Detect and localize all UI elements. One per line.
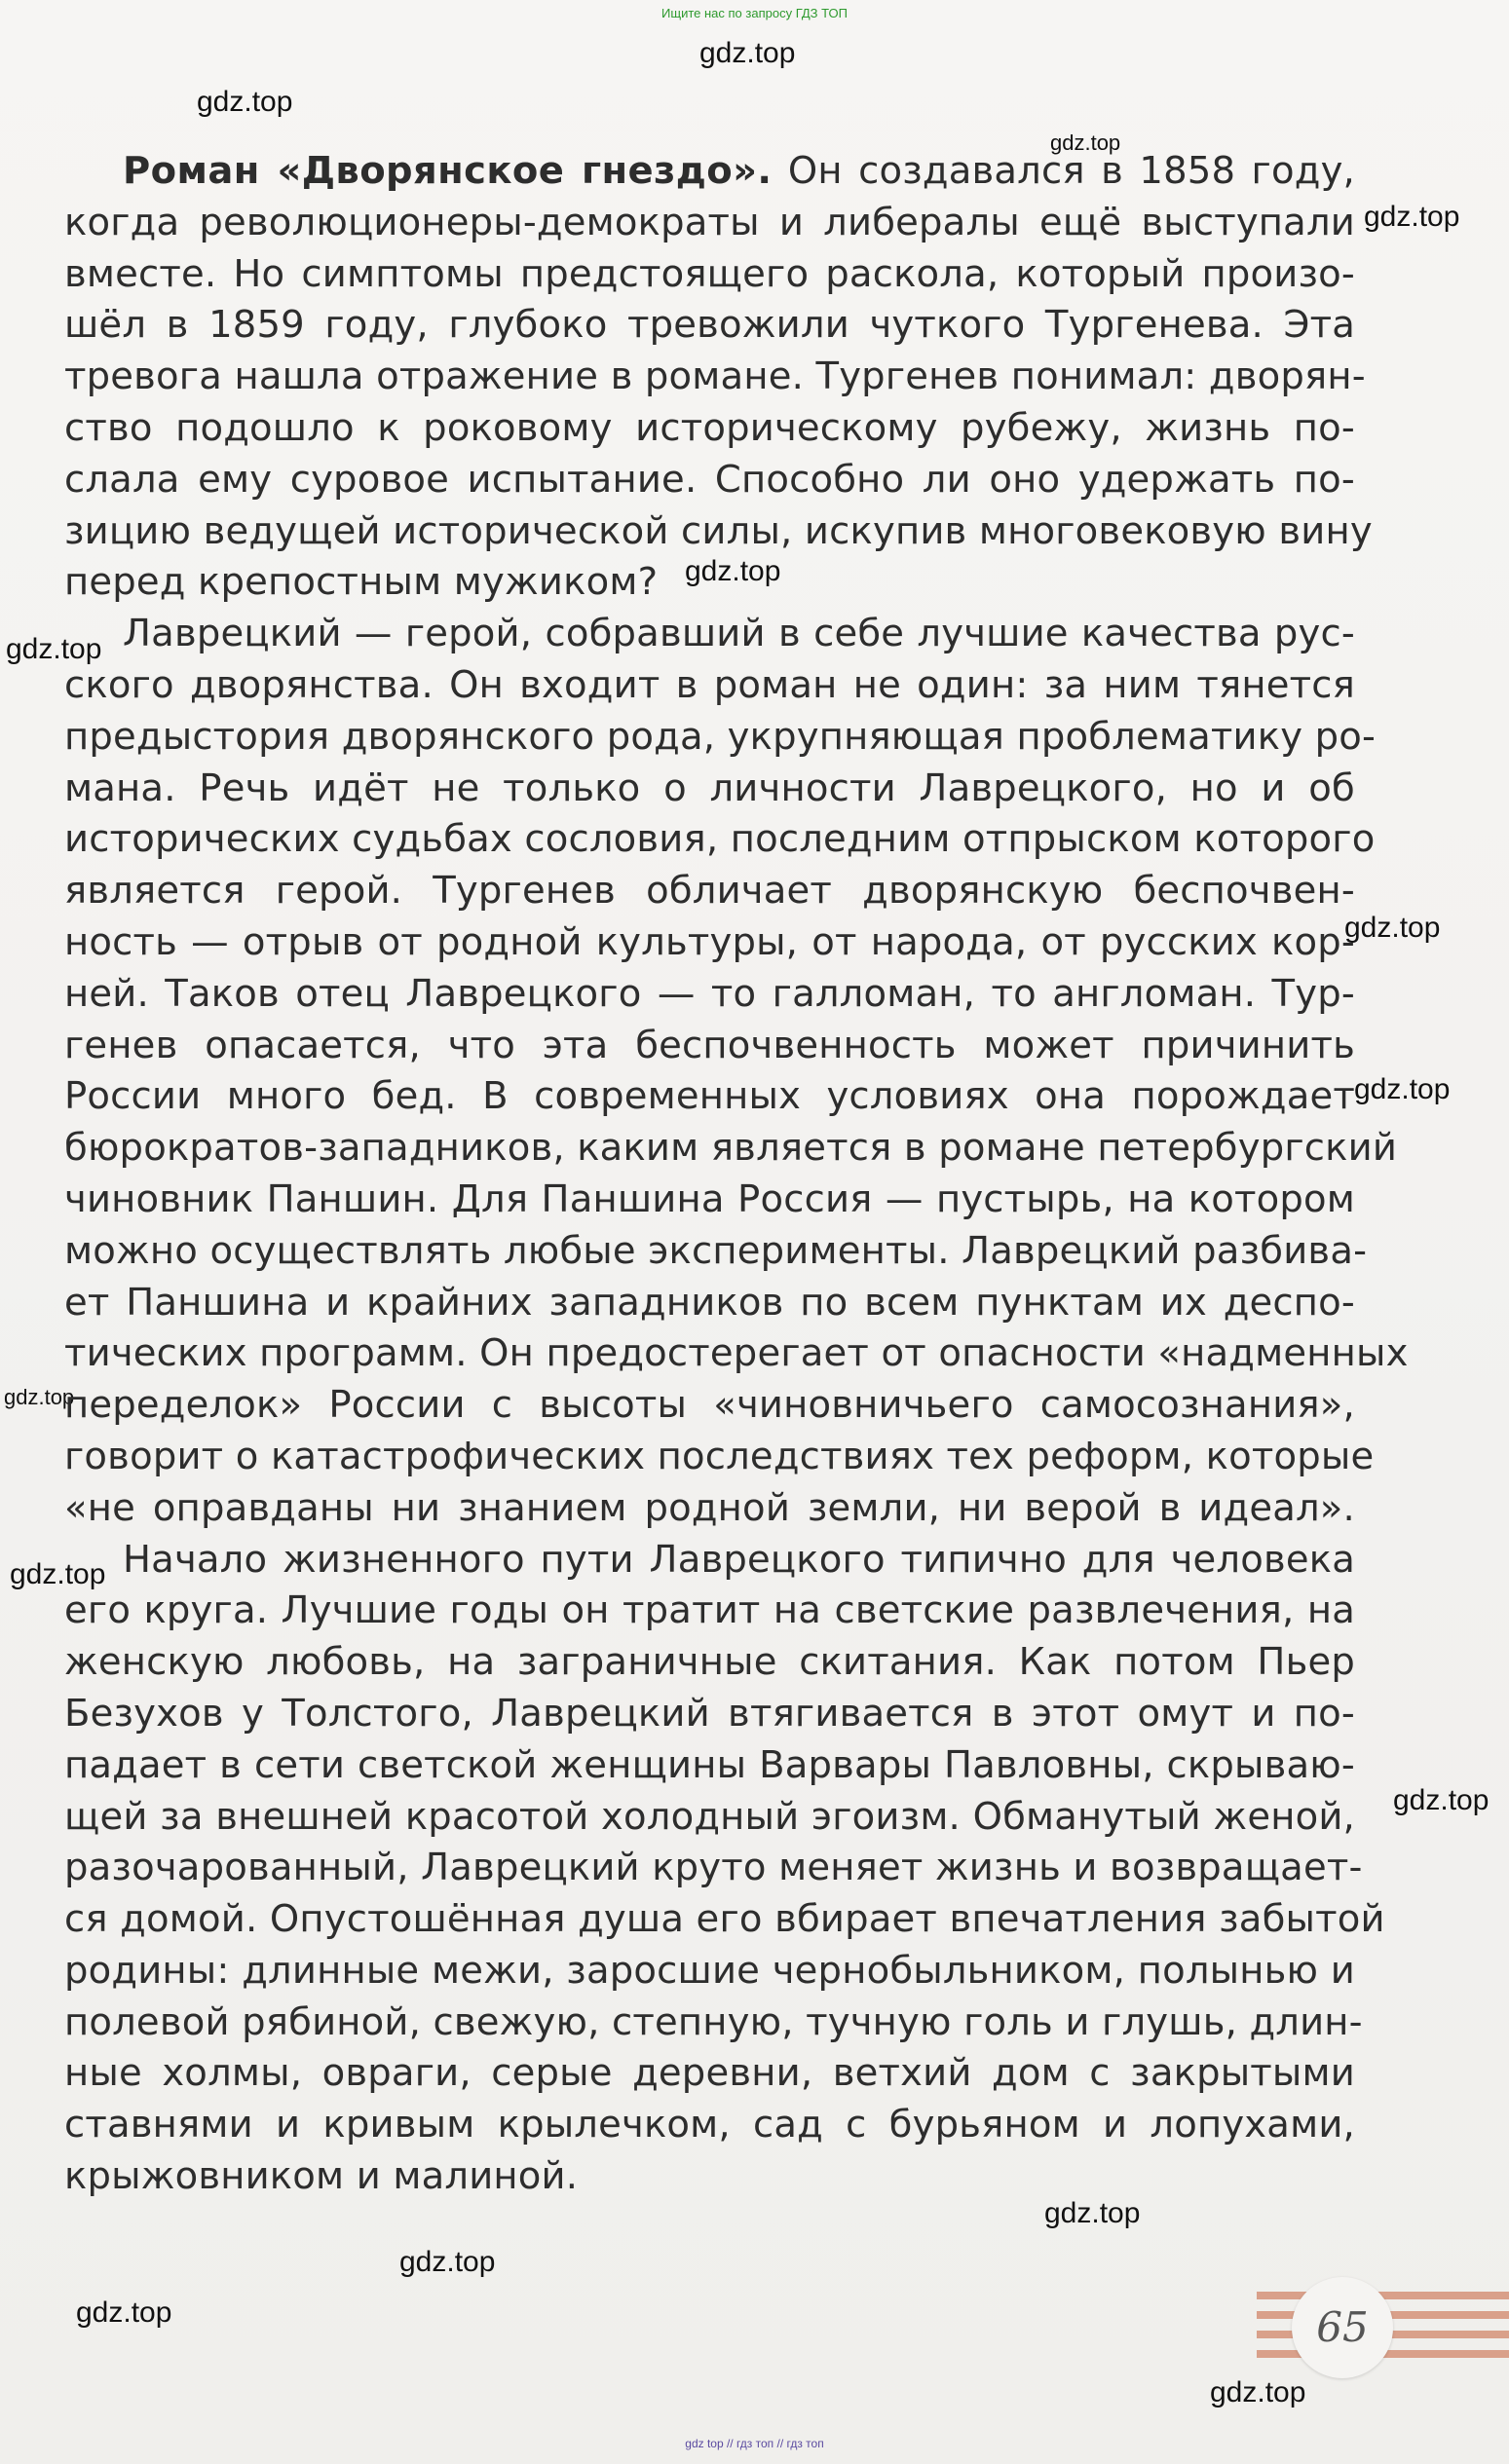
watermark: gdz.top (76, 2296, 172, 2329)
watermark: gdz.top (1364, 201, 1460, 233)
text-line: падает в сети светской женщины Варвары Павловны, скрываю- (64, 1742, 1355, 1787)
text-line: ней. Таков отец Лаврецкого — то галломан, то англоман. Тур- (64, 971, 1355, 1016)
text-line: ся домой. Опустошённая душа его вбирает впечатления забытой (64, 1897, 1385, 1942)
watermark: gdz.top (1354, 1073, 1451, 1105)
text-line: полевой рябиной, свежую, степную, тучную голь и глушь, длин- (64, 1999, 1363, 2044)
watermark: gdz.top (685, 555, 781, 587)
text-line: крыжовником и малиной. (64, 2154, 579, 2199)
watermark: gdz.top (1050, 131, 1121, 155)
watermark: gdz.top (1210, 2376, 1306, 2408)
text-line: переделок» России с высоты «чиновничьего самосознания», (64, 1383, 1355, 1428)
text-line: Роман «Дворянское гнездо». Он создавался в 1858 году, (123, 149, 1355, 193)
text-line: исторических судьбах сословия, последним отпрыском которого (64, 817, 1376, 862)
watermark: gdz.top (699, 37, 796, 69)
text-line: шёл в 1859 году, глубоко тревожили чуткого Тургенева. Эта (64, 303, 1355, 348)
bottom-banner: gdz top // гдз топ // гдз топ (685, 2437, 824, 2450)
watermark: gdz.top (10, 1558, 106, 1590)
text-line: ство подошло к роковому историческому рубежу, жизнь по- (64, 405, 1355, 450)
text-line: вместе. Но симптомы предстоящего раскола, который произо- (64, 251, 1355, 296)
watermark: gdz.top (1344, 912, 1441, 944)
text-line: чиновник Паншин. Для Паншина Россия — пустырь, на котором (64, 1176, 1355, 1221)
text-line: Лаврецкий — герой, собравший в себе лучшие качества рус- (123, 612, 1355, 656)
text-line: Безухов у Толстого, Лаврецкий втягивается в этот омут и по- (64, 1691, 1355, 1736)
watermark: gdz.top (197, 86, 293, 118)
top-banner: Ищите нас по запросу ГДЗ ТОП (661, 6, 848, 20)
text-line: предыстория дворянского рода, укрупняющая проблематику ро- (64, 714, 1377, 759)
text-line: бюрократов-западников, каким является в романе петербургский (64, 1126, 1398, 1171)
text-line: зицию ведущей исторической силы, искупив многовековую вину (64, 508, 1373, 553)
text-line: родины: длинные межи, заросшие чернобыльником, полынью и (64, 1948, 1355, 1993)
watermark: gdz.top (6, 633, 102, 665)
text-line: женскую любовь, на заграничные скитания. Как потом Пьер (64, 1640, 1355, 1685)
watermark: gdz.top (399, 2246, 496, 2278)
text-line: генев опасается, что эта беспочвенность может причинить (64, 1023, 1355, 1067)
text-line: мана. Речь идёт не только о личности Лаврецкого, но и об (64, 765, 1355, 810)
text-line: перед крепостным мужиком? (64, 560, 659, 605)
page-number: 65 (1292, 2277, 1393, 2378)
text-line: ского дворянства. Он входит в роман не один: за ним тянется (64, 662, 1355, 707)
text-line: тревога нашла отражение в романе. Тургенев понимал: дворян- (64, 355, 1366, 399)
text-line: слала ему суровое испытание. Способно ли оно удержать по- (64, 457, 1355, 502)
text-line: ность — отрыв от родной культуры, от народа, от русских кор- (64, 919, 1355, 964)
section-title: Роман «Дворянское гнездо». (123, 149, 773, 193)
text-line: тических программ. Он предостерегает от опасности «надменных (64, 1331, 1409, 1376)
text-line: его круга. Лучшие годы он тратит на светские развлечения, на (64, 1588, 1355, 1633)
text-line: когда революционеры-демократы и либералы ещё выступали (64, 200, 1355, 244)
text-line: можно осуществлять любые эксперименты. Лаврецкий разбива- (64, 1228, 1368, 1273)
text-line: ные холмы, овраги, серые деревни, ветхий дом с закрытыми (64, 2051, 1355, 2096)
text-line: Начало жизненного пути Лаврецкого типично для человека (123, 1537, 1355, 1582)
watermark: gdz.top (4, 1385, 75, 1409)
text-line: является герой. Тургенев обличает дворянскую беспочвен- (64, 869, 1355, 914)
text-line: разочарованный, Лаврецкий круто меняет жизнь и возвращает- (64, 1846, 1363, 1890)
text-line: говорит о катастрофических последствиях тех реформ, которые (64, 1434, 1375, 1478)
text-line: ставнями и кривым крылечком, сад с бурьяном и лопухами, (64, 2103, 1355, 2147)
text-line: щей за внешней красотой холодный эгоизм. Обманутый женой, (64, 1794, 1355, 1839)
watermark: gdz.top (1393, 1784, 1490, 1816)
watermark: gdz.top (1044, 2197, 1141, 2229)
text-line: «не оправданы ни знанием родной земли, ни верой в идеал». (64, 1485, 1355, 1530)
text-line: ет Паншина и крайних западников по всем пунктам их деспо- (64, 1280, 1355, 1325)
text-line: России много бед. В современных условиях она порождает (64, 1074, 1355, 1119)
